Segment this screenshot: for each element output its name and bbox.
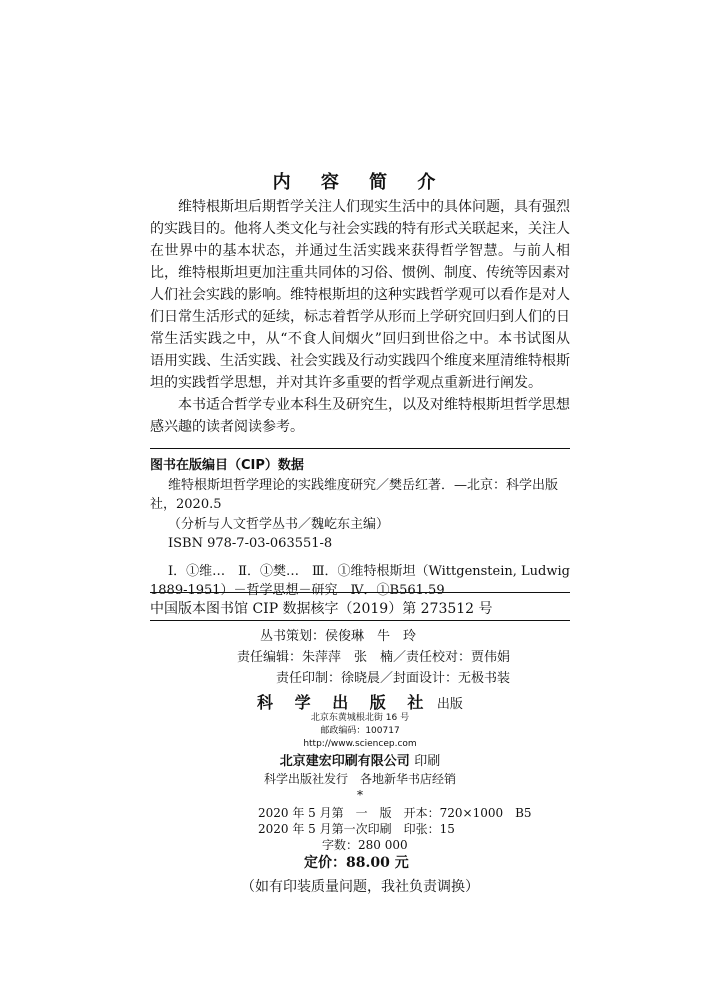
cip-top-rule — [150, 448, 570, 449]
cip-title-line-2: 社，2020.5 — [150, 497, 222, 512]
cip-heading: 图书在版编目（CIP）数据 — [150, 458, 304, 473]
credits-production: 责任印制：徐晓晨／封面设计：无极书装 — [275, 671, 510, 686]
publisher-postcode: 邮政编码：100717 — [320, 726, 400, 736]
cip-middle-rule — [150, 592, 570, 593]
credits-block — [150, 626, 570, 689]
cip-block — [150, 456, 570, 601]
cip-check-number: 中国版本图书馆 CIP 数据核字（2019）第 273512 号 — [150, 601, 493, 617]
word-count: 字数：280 000 — [322, 838, 408, 852]
cip-title-line-1: 维特根斯坦哲学理论的实践维度研究／樊岳红著．—北京：科学出版 — [168, 477, 559, 493]
quality-note: （如有印装质量问题，我社负责调换） — [241, 879, 479, 895]
publisher-address: 北京东黄城根北街 16 号 — [310, 713, 410, 723]
printer-name: 北京建宏印刷有限公司 — [279, 754, 410, 769]
separator-star: * — [357, 788, 363, 802]
summary-paragraph-2: 本书适合哲学专业本科生及研究生，以及对维特根斯坦哲学思想感兴趣的读者阅读参考。 — [150, 397, 570, 435]
cip-bottom-rule — [150, 620, 570, 621]
price: 定价：88.00 元 — [304, 855, 409, 871]
summary-title: 内 容 简 介 — [272, 172, 448, 193]
publisher-line — [0, 690, 720, 713]
edition-line: 2020 年 5 月第 一 版 开本：720×1000 B5 — [258, 806, 532, 820]
cip-classification-2: 1889-1951）－哲学思想－研究 Ⅳ．①B561.59 — [150, 583, 445, 598]
cip-isbn: ISBN 978-7-03-063551-8 — [168, 536, 333, 551]
cip-classification-1: Ⅰ．①维… Ⅱ．①樊… Ⅲ．①维特根斯坦（Wittgenstein, Ludwig — [168, 563, 570, 579]
publisher-suffix: 出版 — [436, 697, 463, 712]
printer-suffix: 印刷 — [414, 754, 441, 769]
cip-series: （分析与人文哲学丛书／魏屹东主编） — [168, 516, 390, 532]
credits-editors: 责任编辑：朱萍萍 张 楠／责任校对：贾伟娟 — [236, 650, 510, 665]
printing-line: 2020 年 5 月第一次印刷 印张：15 — [258, 822, 455, 836]
summary-body — [150, 196, 570, 438]
publisher-name: 科 学 出 版 社 — [257, 693, 432, 712]
publisher-website: http://www.sciencep.com — [303, 739, 417, 749]
credits-planning: 丛书策划：侯俊琳 牛 玲 — [260, 629, 417, 644]
summary-paragraph-1: 维特根斯坦后期哲学关注人们现实生活中的具体问题，具有强烈的实践目的。他将人类文化与社会实践的特有形式关联起来，关注人在世界中的基本状态，并通过生活实践来获得哲学智慧。与前人相比，维特根斯坦更加注重共同体的习俗、惯例、制度、传统等因素对人们社会实践的影响。维特根斯坦的这种实践哲学观可以看作是对人们日常生活形式的延续，标志着哲学从形而上学研究回归到人们的日常生活实践之中，从“不食人间烟火”回归到世俗之中。本书试图从语用实践、生活实践、社会实践及行动实践四个维度来厘清维特根斯坦的实践哲学思想，并对其许多重要的哲学观点重新进行阐发。 — [150, 199, 570, 391]
printer-line — [0, 750, 720, 769]
distribution-line: 科学出版社发行 各地新华书店经销 — [263, 772, 456, 786]
